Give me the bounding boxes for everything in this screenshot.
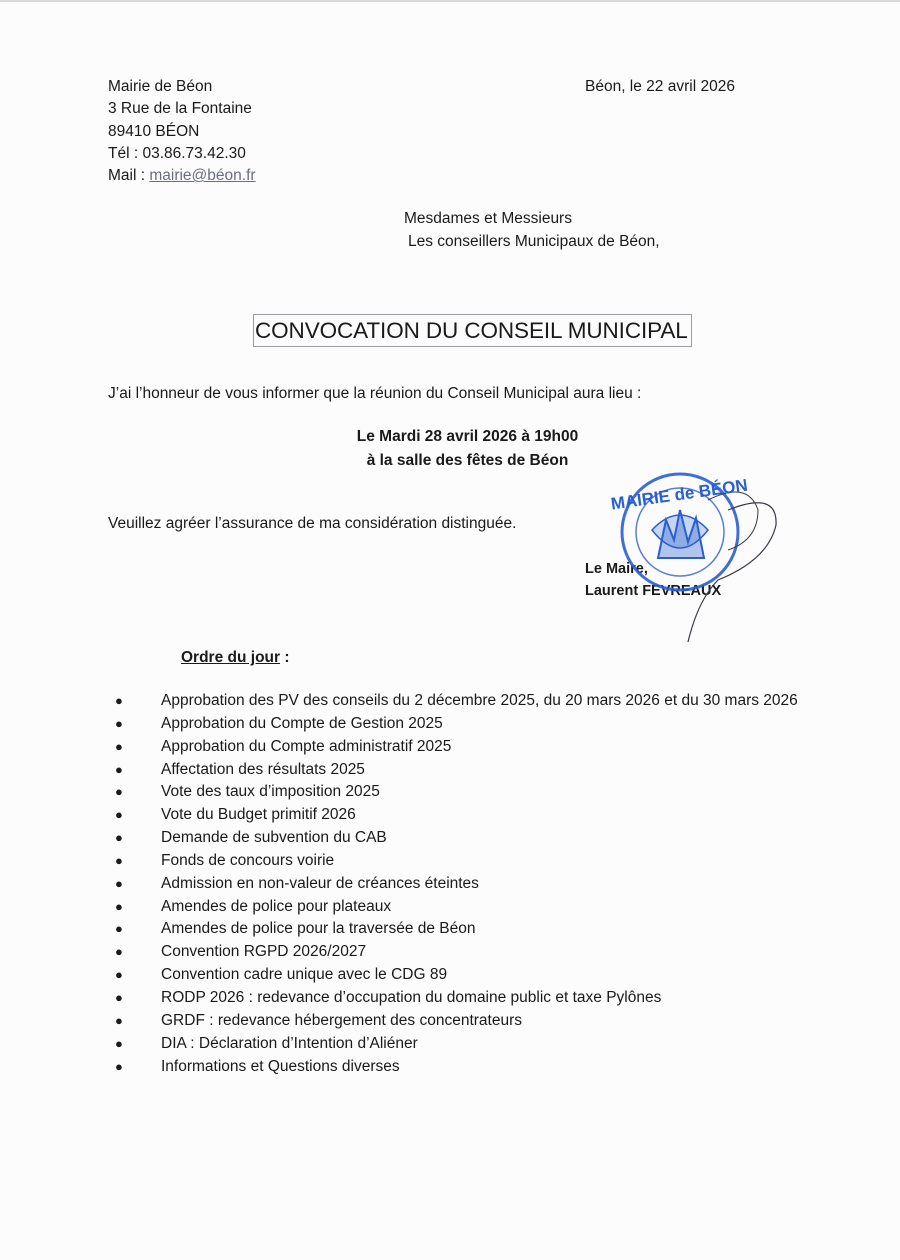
agenda-item-text: Approbation du Compte administratif 2025: [161, 737, 452, 755]
sender-line: 3 Rue de la Fontaine: [108, 100, 252, 118]
bullet-icon: ●: [115, 1012, 123, 1028]
agenda-item-text: Convention cadre unique avec le CDG 89: [161, 966, 448, 984]
signature-name: Laurent FEVREAUX: [585, 583, 722, 599]
agenda-item-text: Amendes de police pour plateaux: [161, 897, 392, 915]
intro-paragraph: J’ai l’honneur de vous informer que la réunion du Conseil Municipal aura lieu :: [108, 385, 642, 402]
bullet-icon: ●: [115, 738, 123, 754]
bullet-icon: ●: [115, 967, 123, 983]
agenda-item-text: Affectation des résultats 2025: [161, 760, 365, 778]
recipients-block: [404, 208, 660, 253]
signature-title: Le Maire,: [585, 561, 648, 577]
mail-link[interactable]: mairie@béon.fr: [149, 167, 256, 185]
bullet-icon: ●: [115, 898, 123, 914]
town-hall-stamp-icon: [608, 470, 788, 650]
sender-line: Tél : 03.86.73.42.30: [108, 144, 246, 162]
agenda-heading-suffix: :: [280, 649, 290, 666]
agenda-item-text: Demande de subvention du CAB: [161, 829, 387, 847]
agenda-item-text: Vote du Budget primitif 2026: [161, 806, 356, 824]
bullet-icon: ●: [115, 1035, 123, 1051]
agenda-item-text: Informations et Questions diverses: [161, 1057, 400, 1075]
scan-edge-line: [0, 0, 900, 2]
recipient-line: Les conseillers Municipaux de Béon,: [408, 232, 660, 250]
bullet-icon: ●: [115, 830, 123, 846]
meeting-date-line: Le Mardi 28 avril 2026 à 19h00: [356, 428, 579, 445]
agenda-item-text: GRDF : redevance hébergement des concentrateurs: [161, 1011, 522, 1029]
sender-line: 89410 BÉON: [108, 122, 200, 140]
agenda-item-text: Vote des taux d’imposition 2025: [161, 783, 380, 801]
sender-mail-line: [108, 165, 256, 187]
bullet-icon: ●: [115, 989, 123, 1005]
bullet-icon: ●: [115, 761, 123, 777]
agenda-item-text: Approbation du Compte de Gestion 2025: [161, 714, 443, 732]
agenda-heading-label: Ordre du jour: [181, 649, 281, 666]
letter-date: Béon, le 22 avril 2026: [585, 78, 735, 95]
bullet-icon: ●: [115, 875, 123, 891]
agenda-item-text: Amendes de police pour la traversée de Béon: [161, 920, 476, 938]
bullet-icon: ●: [115, 921, 123, 937]
meeting-details: [0, 425, 900, 473]
meeting-place-line: à la salle des fêtes de Béon: [366, 452, 569, 469]
sender-line: Mairie de Béon: [108, 78, 213, 95]
sender-address-block: [108, 76, 256, 187]
agenda-item-text: Admission en non-valeur de créances éteintes: [161, 874, 479, 892]
agenda-item-text: DIA : Déclaration d’Intention d’Aliéner: [161, 1034, 418, 1052]
recipient-line: Mesdames et Messieurs: [404, 210, 572, 227]
closing-formula: Veuillez agréer l’assurance de ma considération distinguée.: [108, 515, 517, 532]
agenda-item-text: Approbation des PV des conseils du 2 décembre 2025, du 20 mars 2026 et du 30 mars 2026: [161, 692, 798, 709]
bullet-icon: ●: [115, 715, 123, 731]
agenda-item-text: Convention RGPD 2026/2027: [161, 943, 367, 961]
mail-label: Mail :: [108, 167, 150, 185]
bullet-icon: ●: [115, 807, 123, 823]
bullet-icon: ●: [115, 693, 123, 708]
agenda-item-text: RODP 2026 : redevance d’occupation du domaine public et taxe Pylônes: [161, 988, 662, 1006]
document-title: CONVOCATION DU CONSEIL MUNICIPAL: [255, 318, 688, 343]
bullet-icon: ●: [115, 944, 123, 960]
agenda-item-text: Fonds de concours voirie: [161, 851, 335, 869]
bullet-icon: ●: [115, 1058, 123, 1074]
agenda-heading: [181, 647, 290, 669]
svg-text:MAIRIE de BÉON: MAIRIE de BÉON: [609, 475, 749, 514]
bullet-icon: ●: [115, 784, 123, 800]
bullet-icon: ●: [115, 852, 123, 868]
